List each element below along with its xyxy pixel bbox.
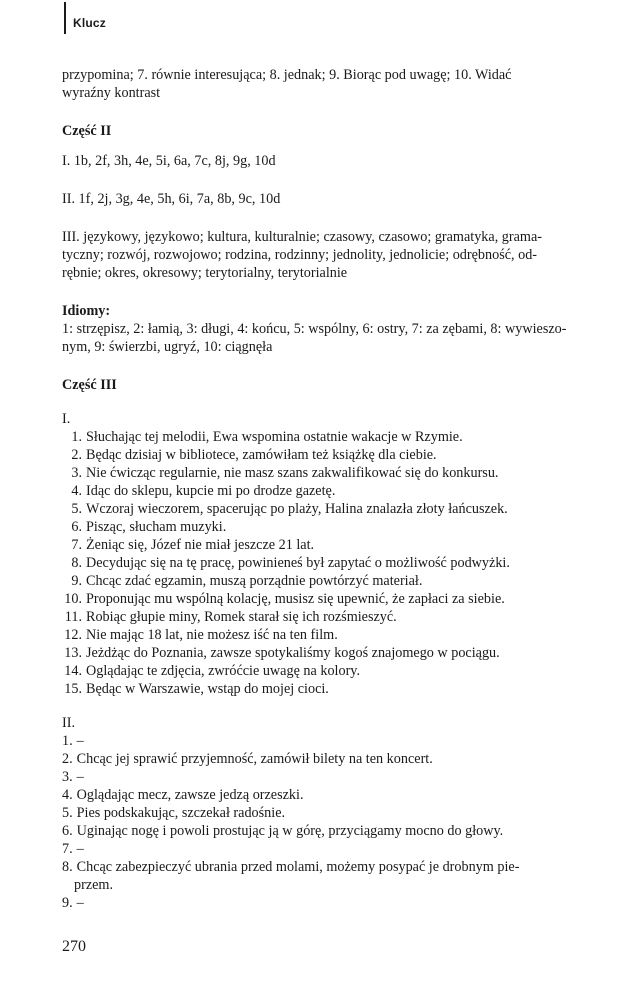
answer-part2-ex1: I. 1b, 2f, 3h, 4e, 5i, 6a, 7c, 8j, 9g, 10d [62, 153, 276, 169]
item-text: Chcąc zabezpieczyć ubrania przed molami, możemy posypać je drobnym pie- [76, 859, 520, 875]
section-heading-part-2: Część II [62, 123, 112, 139]
intro-line-1: przypomina; 7. równie interesująca; 8. jednak; 9. Biorąc pod uwagę; 10. Widać [62, 67, 512, 83]
item-text: Oglądając mecz, zawsze jedzą orzeszki. [76, 787, 304, 803]
item-number: 4. [62, 787, 73, 803]
item-text: Proponując mu wspólną kolację, musisz się upewnić, że zapłaci za siebie. [86, 591, 505, 607]
item-number: 3. [62, 769, 73, 785]
list-item [62, 662, 576, 680]
item-number: 2. [62, 751, 73, 767]
item-number: 12. [64, 627, 82, 643]
list-item [62, 590, 576, 608]
list-item [62, 428, 576, 446]
list-item [62, 840, 576, 858]
item-text: Chcąc jej sprawić przyjemność, zamówił bilety na ten koncert. [76, 751, 433, 767]
item-text: Uginając nogę i powoli prostując ją w górę, przyciągamy mocno do głowy. [76, 823, 504, 839]
list-item [62, 768, 576, 786]
page-content [62, 66, 576, 912]
item-number: 9. [62, 895, 73, 911]
list-item [62, 500, 576, 518]
item-text: – [76, 769, 84, 785]
item-number: 11. [64, 609, 82, 625]
item-text: Idąc do sklepu, kupcie mi po drodze gazetę. [86, 483, 336, 499]
answer-line: 1: strzępisz, 2: łamią, 3: długi, 4: końcu, 5: wspólny, 6: ostry, 7: za zębami, 8: wywieszo- [62, 321, 567, 337]
list-item [62, 608, 576, 626]
list-item [62, 732, 576, 750]
item-text: Słuchając tej melodii, Ewa wspomina ostatnie wakacje w Rzymie. [86, 429, 463, 445]
item-text: – [76, 733, 84, 749]
item-number: 1. [71, 429, 82, 445]
list-item [62, 804, 576, 822]
idioms-heading: Idiomy: [62, 303, 111, 319]
answer-line: tyczny; rozwój, rozwojowo; rodzina, rodzinny; jednolity, jednolicie; odrębność, od- [62, 247, 538, 263]
item-text: Chcąc zdać egzamin, muszą porządnie powtórzyć materiał. [86, 573, 423, 589]
item-number: 8. [62, 859, 73, 875]
list-item [62, 894, 576, 912]
answer-line: rębnie; okres, okresowy; terytorialny, terytorialnie [62, 265, 348, 281]
list-item [62, 554, 576, 572]
list-item [62, 536, 576, 554]
header-rule [64, 2, 66, 34]
item-text: Decydując się na tę pracę, powinieneś był zapytać o możliwość podwyżki. [86, 555, 510, 571]
answer-list-ex1 [62, 428, 576, 698]
item-number: 7. [71, 537, 82, 553]
exercise-label-1: I. [62, 411, 71, 427]
item-number: 2. [71, 447, 82, 463]
intro-line-2: wyraźny kontrast [62, 85, 161, 101]
item-text: Robiąc głupie miny, Romek starał się ich rozśmieszyć. [86, 609, 397, 625]
list-item [62, 482, 576, 500]
section-heading-part-3: Część III [62, 377, 117, 393]
list-item [62, 858, 576, 894]
item-text-continued: przem. [74, 877, 113, 893]
running-header: Klucz [73, 16, 107, 30]
item-text: Żeniąc się, Józef nie miał jeszcze 21 lat. [86, 537, 315, 553]
answer-line: III. językowy, językowo; kultura, kulturalnie; czasowy, czasowo; gramatyka, grama- [62, 229, 542, 245]
item-number: 6. [62, 823, 73, 839]
page-number: 270 [62, 938, 86, 955]
item-number: 9. [71, 573, 82, 589]
list-item [62, 464, 576, 482]
list-item [62, 626, 576, 644]
list-item [62, 446, 576, 464]
answer-line: nym, 9: świerzbi, ugryź, 10: ciągnęła [62, 339, 273, 355]
list-item [62, 680, 576, 698]
answer-part2-ex2: II. 1f, 2j, 3g, 4e, 5h, 6i, 7a, 8b, 9c, 10d [62, 191, 281, 207]
list-item [62, 750, 576, 768]
answer-list-ex2 [62, 732, 576, 912]
item-number: 15. [64, 681, 82, 697]
item-number: 4. [71, 483, 82, 499]
item-number: 5. [62, 805, 73, 821]
item-text: Nie mając 18 lat, nie możesz iść na ten film. [86, 627, 338, 643]
idioms-answers [62, 320, 576, 356]
list-item [62, 572, 576, 590]
list-item [62, 786, 576, 804]
item-number: 14. [64, 663, 82, 679]
item-number: 1. [62, 733, 73, 749]
item-number: 3. [71, 465, 82, 481]
item-text: Pisząc, słucham muzyki. [86, 519, 227, 535]
item-number: 5. [71, 501, 82, 517]
item-number: 7. [62, 841, 73, 857]
item-text: Pies podskakując, szczekał radośnie. [76, 805, 286, 821]
list-item [62, 822, 576, 840]
list-item [62, 518, 576, 536]
item-number: 13. [64, 645, 82, 661]
item-text: Oglądając te zdjęcia, zwróćcie uwagę na kolory. [86, 663, 361, 679]
item-text: – [76, 895, 84, 911]
item-text: Będąc w Warszawie, wstąp do mojej cioci. [86, 681, 329, 697]
item-number: 10. [64, 591, 82, 607]
item-text: Będąc dzisiaj w bibliotece, zamówiłam też książkę dla ciebie. [86, 447, 437, 463]
item-number: 6. [71, 519, 82, 535]
item-number: 8. [71, 555, 82, 571]
answer-part2-ex3 [62, 228, 576, 282]
item-text: Nie ćwicząc regularnie, nie masz szans zakwalifikować się do konkursu. [86, 465, 499, 481]
item-text: Wczoraj wieczorem, spacerując po plaży, Halina znalazła złoty łańcuszek. [86, 501, 508, 517]
item-text: Jeżdżąc do Poznania, zawsze spotykaliśmy kogoś znajomego w pociągu. [86, 645, 500, 661]
item-text: – [76, 841, 84, 857]
exercise-label-2: II. [62, 715, 75, 731]
list-item [62, 644, 576, 662]
